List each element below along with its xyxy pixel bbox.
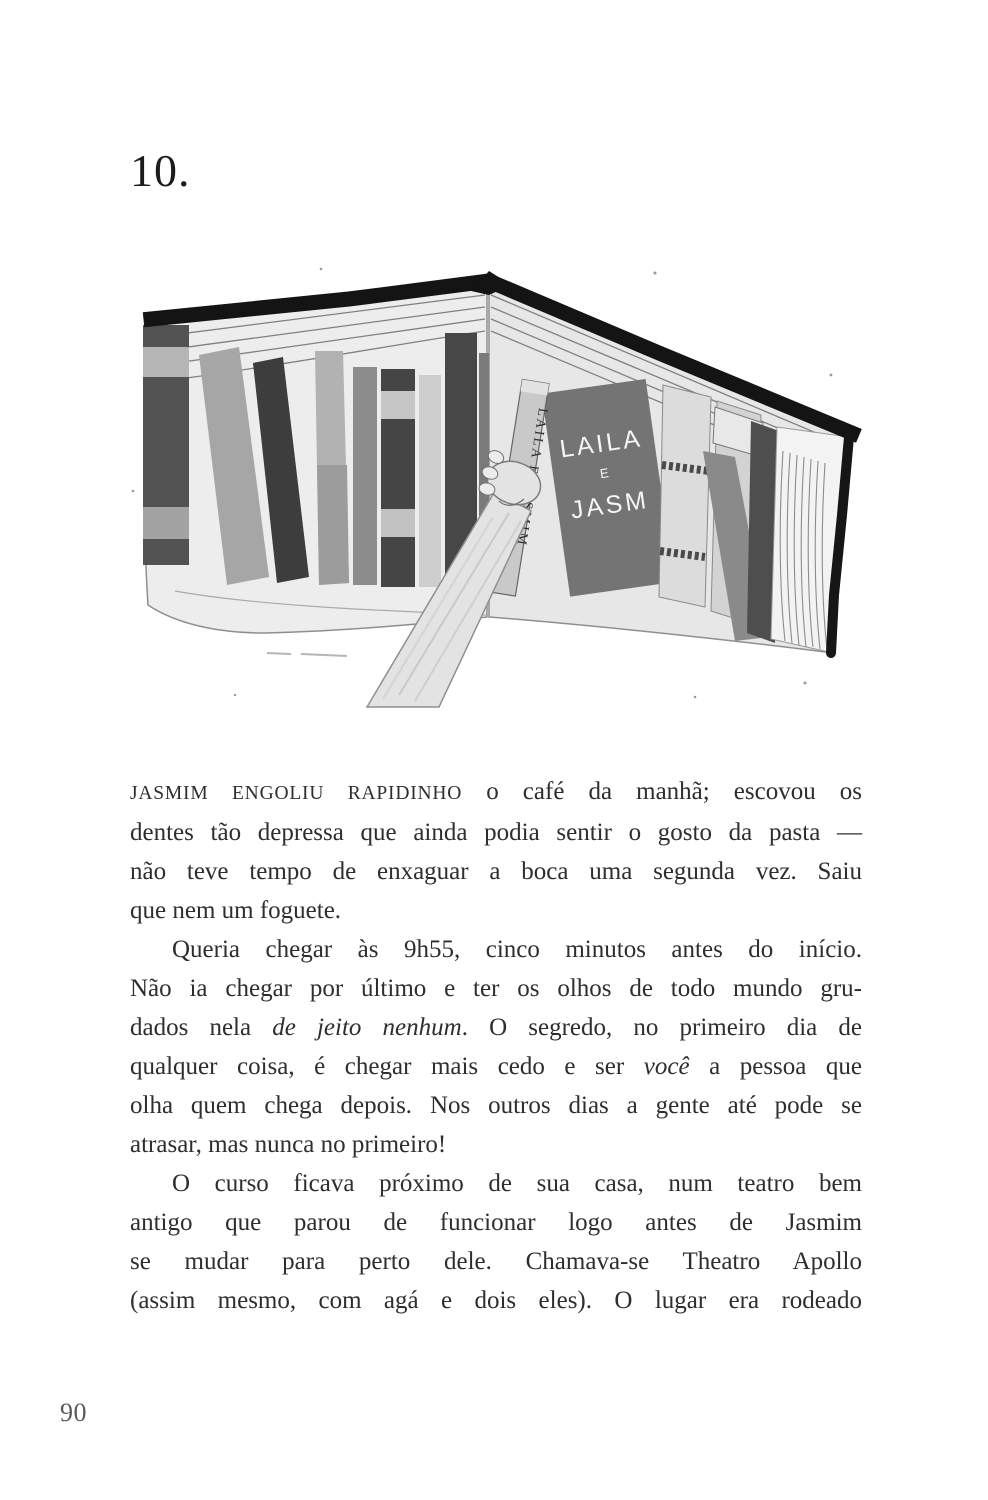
text-line: qualquer coisa, é chegar mais cedo e ser você a pessoa que <box>130 1053 863 1080</box>
open-book-illustration <box>115 255 870 710</box>
text-line: se mudar para perto dele. Chamava-se Theatro Apollo <box>130 1248 862 1275</box>
paragraph <box>130 1164 862 1320</box>
text-line: não teve tempo de enxaguar a boca uma segunda vez. Saiu <box>130 858 862 885</box>
text-line: atrasar, mas nunca no primeiro! <box>130 1131 447 1158</box>
paragraph <box>130 772 862 930</box>
cover-title-line2: E <box>598 464 612 482</box>
text-line: olha quem chega depois. Nos outros dias a gente até pode se <box>130 1092 862 1119</box>
bookshelf-drawing <box>115 255 870 710</box>
spine-title: LAILA <box>528 406 552 461</box>
body-text <box>130 772 862 1320</box>
text-line: (assim mesmo, com agá e dois eles). O lugar era rodeado <box>130 1287 862 1314</box>
text-line: Queria chegar às 9h55, cinco minutos antes do início. <box>172 936 862 963</box>
paragraph <box>130 930 862 1164</box>
text-line: dentes tão depressa que ainda podia sentir o gosto da pasta — <box>130 819 862 846</box>
text-line: JASMIM ENGOLIU RAPIDINHO o café da manhã; escovou os <box>130 778 862 805</box>
chapter-number: 10. <box>130 145 191 196</box>
shadow-marks <box>267 653 347 656</box>
cover-title-line3: JASM <box>568 485 651 525</box>
text-line: antigo que parou de funcionar logo antes de Jasmim <box>130 1209 862 1236</box>
text-line: dados nela de jeito nenhum. O segredo, no primeiro dia de <box>130 1014 862 1041</box>
cover-title-line1: LAILA <box>558 424 645 464</box>
text-line: que nem um foguete. <box>130 897 342 924</box>
page-number: 90 <box>60 1398 87 1427</box>
text-line: Não ia chegar por último e ter os olhos de todo mundo gru- <box>130 975 862 1002</box>
text-line: O curso ficava próximo de sua casa, num teatro bem <box>172 1170 862 1197</box>
